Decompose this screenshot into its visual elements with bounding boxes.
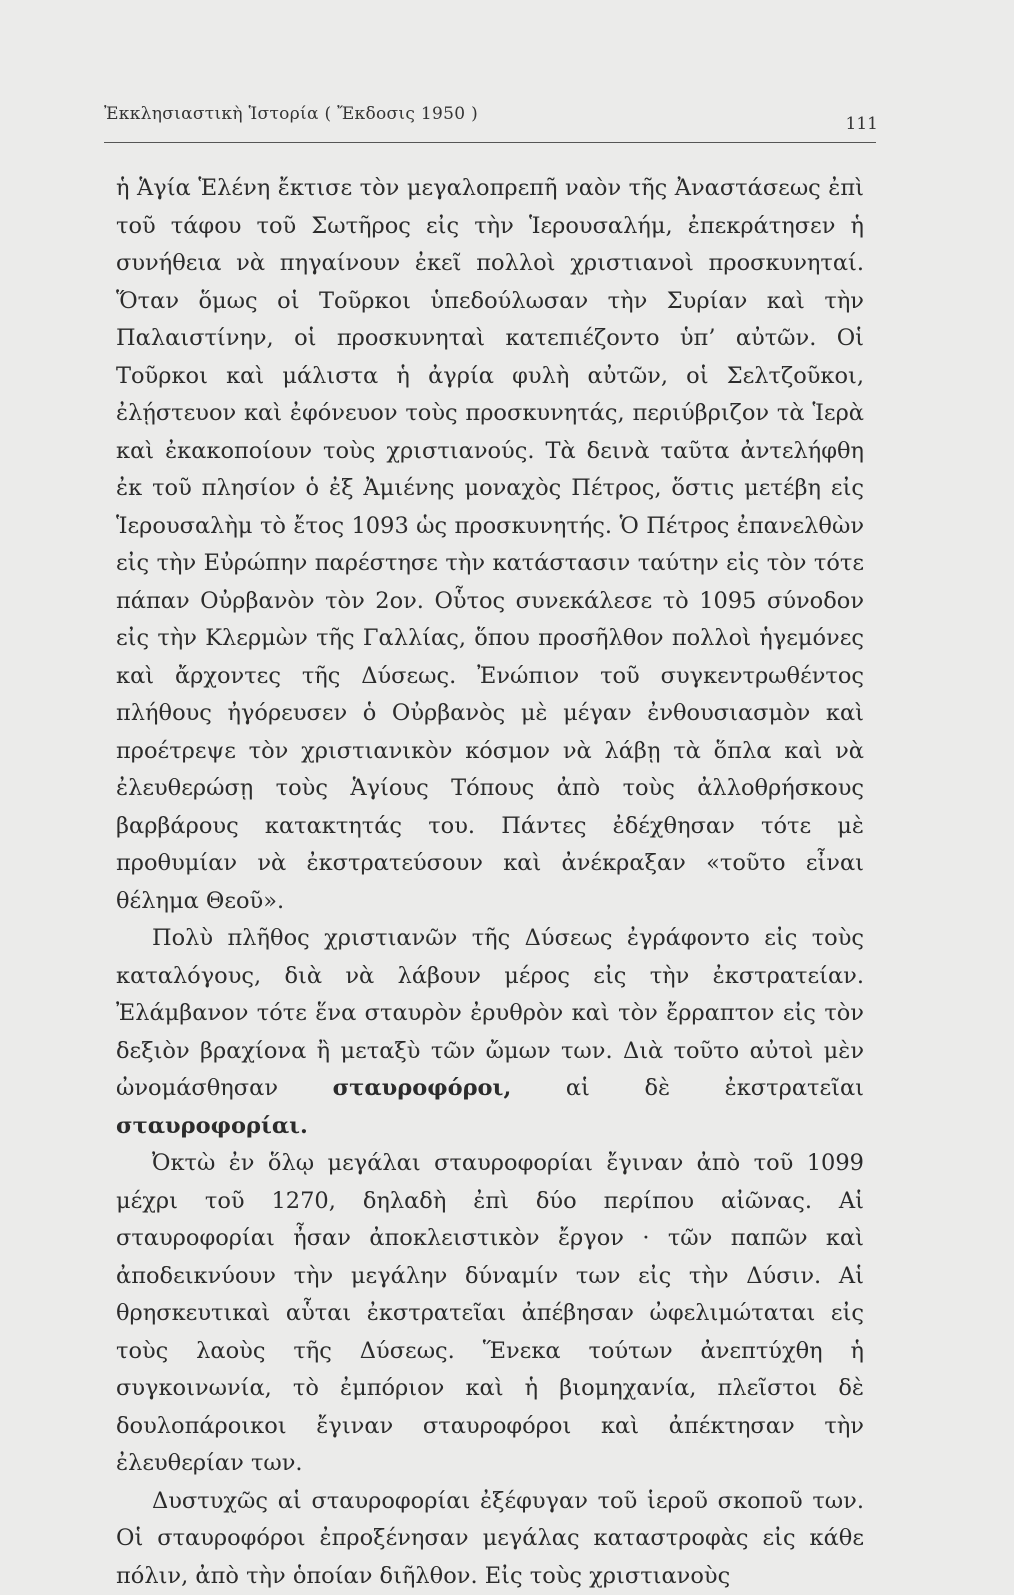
page-header	[116, 96, 864, 148]
paragraph-2-text-middle: αἱ δὲ ἐκστρατεῖαι	[511, 1075, 864, 1101]
bold-term-staurophoriai: σταυροφορίαι.	[116, 1113, 308, 1139]
running-title: Ἐκκλησιαστικὴ Ἱστορία ( Ἔκδοσις 1950 )	[104, 104, 478, 124]
page-number: 111	[846, 114, 878, 134]
paragraph-4: Δυστυχῶς αἱ σταυροφορίαι ἐξέφυγαν τοῦ ἱεροῦ σκοποῦ των. Οἱ σταυροφόροι ἐπροξένησαν μεγάλας καταστροφὰς εἰς κάθε πόλιν, ἀπὸ τὴν ὁποίαν διῆλθον. Εἰς τοὺς χριστιανοὺς	[116, 1483, 864, 1595]
paragraph-2	[116, 920, 864, 1145]
paragraph-1: ἡ Ἁγία Ἑλένη ἔκτισε τὸν μεγαλοπρεπῆ ναὸν τῆς Ἀναστάσεως ἐπὶ τοῦ τάφου τοῦ Σωτῆρος εἰς τὴν Ἱερουσαλήμ, ἐπεκράτησεν ἡ συνήθεια νὰ πηγαίνουν ἐκεῖ πολλοὶ χριστιανοὶ προσκυνηταί. Ὅταν ὅμως οἱ Τοῦρκοι ὑπεδούλωσαν τὴν Συρίαν καὶ τὴν Παλαιστίνην, οἱ προσκυνηταὶ κατεπιέζοντο ὑπ’ αὐτῶν. Οἱ Τοῦρκοι καὶ μάλιστα ἡ ἀγρία φυλὴ αὐτῶν, οἱ Σελτζοῦκοι, ἐλῄστευον καὶ ἐφόνευον τοὺς προσκυνητάς, περιύβριζον τὰ Ἱερὰ καὶ ἐκακοποίουν τοὺς χριστιανούς. Τὰ δεινὰ ταῦτα ἀντελήφθη ἐκ τοῦ πλησίον ὁ ἐξ Ἀμιένης μοναχὸς Πέτρος, ὅστις μετέβη εἰς Ἱερουσαλὴμ τὸ ἔτος 1093 ὡς προσκυνητής. Ὁ Πέτρος ἐπανελθὼν εἰς τὴν Εὐρώπην παρέστησε τὴν κατάστασιν ταύτην εἰς τὸν τότε πάπαν Οὐρβανὸν τὸν 2ον. Οὗτος συνεκάλεσε τὸ 1095 σύνοδον εἰς τὴν Κλερμὼν τῆς Γαλλίας, ὅπου προσῆλθον πολλοὶ ἡγεμόνες καὶ ἄρχοντες τῆς Δύσεως. Ἐνώπιον τοῦ συγκεντρωθέντος πλήθους ἠγόρευσεν ὁ Οὐρβανὸς μὲ μέγαν ἐνθουσιασμὸν καὶ προέτρεψε τὸν χριστιανικὸν κόσμον νὰ λάβῃ τὰ ὅπλα καὶ νὰ ἐλευθερώσῃ τοὺς Ἁγίους Τόπους ἀπὸ τοὺς ἀλλοθρήσκους βαρβάρους κατακτητάς του. Πάντες ἐδέχθησαν τότε μὲ προθυμίαν νὰ ἐκστρατεύσουν καὶ ἀνέκραξαν «τοῦτο εἶναι θέλημα Θεοῦ».	[116, 170, 864, 920]
header-rule	[104, 142, 876, 143]
paragraph-2-text-before: Πολὺ πλῆθος χριστιανῶν τῆς Δύσεως ἐγράφοντο εἰς τοὺς καταλόγους, διὰ νὰ λάβουν μέρος εἰς τὴν ἐκστρατείαν. Ἐλάμβανον τότε ἕνα σταυρὸν ἐρυθρὸν καὶ τὸν ἔρραπτον εἰς τὸν δεξιὸν βραχίονα ἢ μεταξὺ τῶν ὤμων των. Διὰ τοῦτο αὐτοὶ μὲν ὠνομάσθησαν	[116, 925, 864, 1101]
paragraph-3: Ὀκτὼ ἐν ὅλῳ μεγάλαι σταυροφορίαι ἔγιναν ἀπὸ τοῦ 1099 μέχρι τοῦ 1270, δηλαδὴ ἐπὶ δύο περίπου αἰῶνας. Αἱ σταυροφορίαι ἦσαν ἀποκλειστικὸν ἔργον · τῶν παπῶν καὶ ἀποδεικνύουν τὴν μεγάλην δύναμίν των εἰς τὴν Δύσιν. Αἱ θρησκευτικαὶ αὗται ἐκστρατεῖαι ἀπέβησαν ὠφελιμώταται εἰς τοὺς λαοὺς τῆς Δύσεως. Ἕνεκα τούτων ἀνεπτύχθη ἡ συγκοινωνία, τὸ ἐμπόριον καὶ ἡ βιομηχανία, πλεῖστοι δὲ δουλοπάροικοι ἔγιναν σταυροφόροι καὶ ἀπέκτησαν τὴν ἐλευθερίαν των.	[116, 1145, 864, 1483]
body-text	[116, 170, 864, 1595]
bold-term-staurophoroi: σταυροφόροι,	[333, 1075, 512, 1101]
